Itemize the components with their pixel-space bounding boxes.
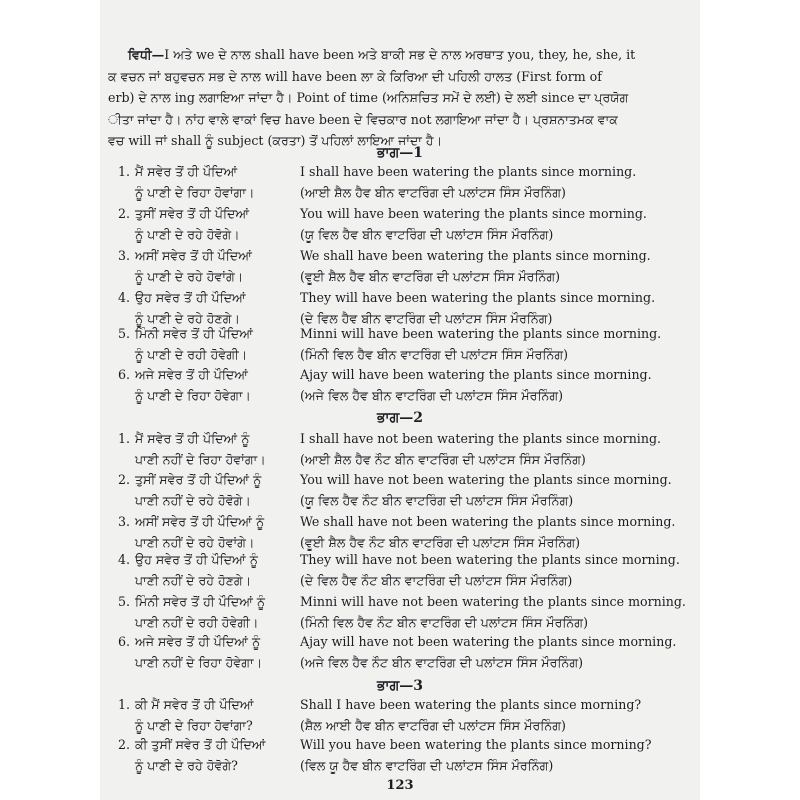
transliteration: (ਵੂਈ ਸ਼ੈਲ ਹੈਵ ਨੌਟ ਬੀਨ ਵਾਟਰਿੰਗ ਦੀ ਪਲਾਂਟਸ ਸਿੰਸ ਮੌਰਨਿੰਗ) xyxy=(300,535,580,550)
punjabi-line-1: ਉਹ ਸਵੇਰ ਤੋਂ ਹੀ ਪੌਦਿਆਂ ਨੂੰ xyxy=(135,552,258,567)
sentence-row xyxy=(100,248,700,290)
english-sentence: Ajay will have not been watering the plants since morning. xyxy=(300,634,677,649)
sentence-row xyxy=(100,206,700,248)
intro-line: ਵਿਧੀ—I ਅਤੇ we ਦੇ ਨਾਲ shall have been ਅਤੇ ਬਾਕੀ ਸਭ ਦੇ ਨਾਲ ਅਰਥਾਤ you, they, he, she, it xyxy=(128,47,636,62)
english-sentence: Minni will have not been watering the plants since morning. xyxy=(300,594,686,609)
sentence-row xyxy=(100,472,700,514)
item-number: 1. xyxy=(118,697,131,712)
sentence-row xyxy=(100,164,700,206)
punjabi-line-2: ਪਾਣੀ ਨਹੀਂ ਦੇ ਰਿਹਾ ਹੋਵੇਗਾ। xyxy=(135,655,263,670)
intro-paragraph xyxy=(108,44,694,152)
punjabi-line-1: ਅਸੀਂ ਸਵੇਰ ਤੋਂ ਹੀ ਪੌਦਿਆਂ xyxy=(135,248,252,263)
item-number: 1. xyxy=(118,164,131,179)
method-heading: ਵਿਧੀ— xyxy=(128,47,165,62)
item-number: 2. xyxy=(118,206,131,221)
section-title-1: ਭਾਗ—1 xyxy=(376,145,424,161)
sentence-row xyxy=(100,737,700,779)
transliteration: (ਯੂ ਵਿਲ ਹੈਵ ਨੌਟ ਬੀਨ ਵਾਟਰਿੰਗ ਦੀ ਪਲਾਂਟਸ ਸਿੰਸ ਮੌਰਨਿੰਗ) xyxy=(300,493,574,508)
punjabi-line-2: ਨੂੰ ਪਾਣੀ ਦੇ ਰਿਹਾ ਹੋਵਾਂਗਾ। xyxy=(135,185,255,200)
english-sentence: You will have been watering the plants since morning. xyxy=(300,206,647,221)
transliteration: (ਆਈ ਸ਼ੈਲ ਹੈਵ ਬੀਨ ਵਾਟਰਿੰਗ ਦੀ ਪਲਾਂਟਸ ਸਿੰਸ ਮੌਰਨਿੰਗ) xyxy=(300,185,566,200)
punjabi-line-1: ਅਜੇ ਸਵੇਰ ਤੋਂ ਹੀ ਪੌਦਿਆਂ ਨੂੰ xyxy=(135,634,261,649)
item-number: 3. xyxy=(118,514,131,529)
item-number: 1. xyxy=(118,431,131,446)
punjabi-line-1: ਕੀ ਮੈਂ ਸਵੇਰ ਤੋਂ ਹੀ ਪੌਦਿਆਂ xyxy=(135,697,254,712)
book-page xyxy=(100,0,700,800)
sentence-row xyxy=(100,697,700,739)
transliteration: (ਆਈ ਸ਼ੈਲ ਹੈਵ ਨੌਟ ਬੀਨ ਵਾਟਰਿੰਗ ਦੀ ਪਲਾਂਟਸ ਸਿੰਸ ਮੌਰਨਿੰਗ) xyxy=(300,452,586,467)
punjabi-line-1: ਮੈਂ ਸਵੇਰ ਤੋਂ ਹੀ ਪੌਦਿਆਂ ਨੂੰ xyxy=(135,431,250,446)
punjabi-line-2: ਨੂੰ ਪਾਣੀ ਦੇ ਰਹੇ ਹੋਵਾਂਗੇ। xyxy=(135,269,244,284)
punjabi-line-1: ਅਜੇ ਸਵੇਰ ਤੋਂ ਹੀ ਪੌਦਿਆਂ xyxy=(135,367,248,382)
punjabi-line-1: ਤੁਸੀਂ ਸਵੇਰ ਤੋਂ ਹੀ ਪੌਦਿਆਂ ਨੂੰ xyxy=(135,472,262,487)
punjabi-line-2: ਪਾਣੀ ਨਹੀਂ ਦੇ ਰਹੇ ਹੋਣਗੇ। xyxy=(135,573,252,588)
english-sentence: They will have not been watering the plants since morning. xyxy=(300,552,680,567)
english-sentence: Minni will have been watering the plants since morning. xyxy=(300,326,662,341)
transliteration: (ਅਜੇ ਵਿਲ ਹੈਵ ਬੀਨ ਵਾਟਰਿੰਗ ਦੀ ਪਲਾਂਟਸ ਸਿੰਸ ਮੌਰਨਿੰਗ) xyxy=(300,388,564,403)
section-title-3: ਭਾਗ—3 xyxy=(376,678,424,694)
punjabi-line-2: ਪਾਣੀ ਨਹੀਂ ਦੇ ਰਹੀ ਹੋਵੇਗੀ। xyxy=(135,615,259,630)
transliteration: (ਮਿੰਨੀ ਵਿਲ ਹੈਵ ਬੀਨ ਵਾਟਰਿੰਗ ਦੀ ਪਲਾਂਟਸ ਸਿੰਸ ਮੌਰਨਿੰਗ) xyxy=(300,347,569,362)
item-number: 5. xyxy=(118,326,131,341)
punjabi-line-1: ਮਿੰਨੀ ਸਵੇਰ ਤੋਂ ਹੀ ਪੌਦਿਆਂ xyxy=(135,326,253,341)
punjabi-line-1: ਤੁਸੀਂ ਸਵੇਰ ਤੋਂ ਹੀ ਪੌਦਿਆਂ xyxy=(135,206,250,221)
punjabi-line-1: ਮਿੰਨੀ ਸਵੇਰ ਤੋਂ ਹੀ ਪੌਦਿਆਂ ਨੂੰ xyxy=(135,594,266,609)
section-title-2: ਭਾਗ—2 xyxy=(376,410,424,426)
sentence-row xyxy=(100,552,700,594)
punjabi-line-2: ਪਾਣੀ ਨਹੀਂ ਦੇ ਰਹੇ ਹੋਵੋਗੇ। xyxy=(135,493,251,508)
intro-line: ਕ ਵਚਨ ਜਾਂ ਬਹੁਵਚਨ ਸਭ ਦੇ ਨਾਲ will have been ਲਾ ਕੇ ਕਿਰਿਆ ਦੀ ਪਹਿਲੀ ਹਾਲਤ (First form of xyxy=(108,68,602,84)
punjabi-line-2: ਪਾਣੀ ਨਹੀਂ ਦੇ ਰਿਹਾ ਹੋਵਾਂਗਾ। xyxy=(135,452,266,467)
item-number: 3. xyxy=(118,248,131,263)
punjabi-line-2: ਨੂੰ ਪਾਣੀ ਦੇ ਰਹੇ ਹੋਵੋਗੇ। xyxy=(135,227,240,242)
english-sentence: Ajay will have been watering the plants since morning. xyxy=(300,367,652,382)
punjabi-line-1: ਕੀ ਤੁਸੀਂ ਸਵੇਰ ਤੋਂ ਹੀ ਪੌਦਿਆਂ xyxy=(135,737,266,752)
item-number: 6. xyxy=(118,634,131,649)
transliteration: (ਮਿੰਨੀ ਵਿਲ ਹੈਵ ਨੌਟ ਬੀਨ ਵਾਟਰਿੰਗ ਦੀ ਪਲਾਂਟਸ ਸਿੰਸ ਮੌਰਨਿੰਗ) xyxy=(300,615,588,630)
transliteration: (ਵਿਲ ਯੂ ਹੈਵ ਬੀਨ ਵਾਟਰਿੰਗ ਦੀ ਪਲਾਂਟਸ ਸਿੰਸ ਮੌਰਨਿੰਗ) xyxy=(300,758,554,773)
sentence-row xyxy=(100,514,700,556)
item-number: 2. xyxy=(118,737,131,752)
punjabi-line-2: ਨੂੰ ਪਾਣੀ ਦੇ ਰਿਹਾ ਹੋਵੇਗਾ। xyxy=(135,388,251,403)
punjabi-line-1: ਅਸੀਂ ਸਵੇਰ ਤੋਂ ਹੀ ਪੌਦਿਆਂ ਨੂੰ xyxy=(135,514,265,529)
intro-line: erb) ਦੇ ਨਾਲ ing ਲਗਾਇਆ ਜਾਂਦਾ ਹੈ। Point of time (ਅਨਿਸ਼ਚਿਤ ਸਮੇਂ ਦੇ ਲਈ) ਦੇ ਲਈ since ਦਾ ਪ੍ਰਯੋਗ xyxy=(108,90,629,105)
intro-line: ੀਤਾ ਜਾਂਦਾ ਹੈ। ਨਾਂਹ ਵਾਲੇ ਵਾਕਾਂ ਵਿਚ have been ਦੇ ਵਿਚਕਾਰ not ਲਗਾਇਆ ਜਾਂਦਾ ਹੈ। ਪ੍ਰਸ਼ਨਾਤਮਕ ਵਾਕ xyxy=(108,111,618,127)
punjabi-line-1: ਉਹ ਸਵੇਰ ਤੋਂ ਹੀ ਪੌਦਿਆਂ xyxy=(135,290,246,305)
sentence-row xyxy=(100,326,700,368)
english-sentence: Will you have been watering the plants since morning? xyxy=(300,737,652,752)
english-sentence: They will have been watering the plants since morning. xyxy=(300,290,656,305)
transliteration: (ਯੂ ਵਿਲ ਹੈਵ ਬੀਨ ਵਾਟਰਿੰਗ ਦੀ ਪਲਾਂਟਸ ਸਿੰਸ ਮੌਰਨਿੰਗ) xyxy=(300,227,554,242)
punjabi-line-2: ਨੂੰ ਪਾਣੀ ਦੇ ਰਹੀ ਹੋਵੇਗੀ। xyxy=(135,347,248,362)
transliteration: (ਦੇ ਵਿਲ ਹੈਵ ਨੌਟ ਬੀਨ ਵਾਟਰਿੰਗ ਦੀ ਪਲਾਂਟਸ ਸਿੰਸ ਮੌਰਨਿੰਗ) xyxy=(300,573,573,588)
item-number: 5. xyxy=(118,594,131,609)
sentence-row xyxy=(100,431,700,473)
transliteration: (ਅਜੇ ਵਿਲ ਹੈਵ ਨੌਟ ਬੀਨ ਵਾਟਰਿੰਗ ਦੀ ਪਲਾਂਟਸ ਸਿੰਸ ਮੌਰਨਿੰਗ) xyxy=(300,655,584,670)
item-number: 6. xyxy=(118,367,131,382)
english-sentence: Shall I have been watering the plants since morning? xyxy=(300,697,642,712)
sentence-row xyxy=(100,367,700,409)
punjabi-line-2: ਨੂੰ ਪਾਣੀ ਦੇ ਰਿਹਾ ਹੋਵਾਂਗਾ? xyxy=(135,718,253,733)
transliteration: (ਸ਼ੈਲ ਆਈ ਹੈਵ ਬੀਨ ਵਾਟਰਿੰਗ ਦੀ ਪਲਾਂਟਸ ਸਿੰਸ ਮੌਰਨਿੰਗ) xyxy=(300,718,566,733)
transliteration: (ਦੇ ਵਿਲ ਹੈਵ ਬੀਨ ਵਾਟਰਿੰਗ ਦੀ ਪਲਾਂਟਸ ਸਿੰਸ ਮੌਰਨਿੰਗ) xyxy=(300,311,553,326)
english-sentence: You will have not been watering the plants since morning. xyxy=(300,472,672,487)
punjabi-line-2: ਪਾਣੀ ਨਹੀਂ ਦੇ ਰਹੇ ਹੋਵਾਂਗੇ। xyxy=(135,535,255,550)
intro-line: ਵਚ will ਜਾਂ shall ਨੂੰ subject (ਕਰਤਾ) ਤੋਂ ਪਹਿਲਾਂ ਲਾਇਆ ਜਾਂਦਾ ਹੈ। xyxy=(108,133,443,148)
punjabi-line-2: ਨੂੰ ਪਾਣੀ ਦੇ ਰਹੇ ਹੋਣਗੇ। xyxy=(135,311,240,326)
punjabi-line-2: ਨੂੰ ਪਾਣੀ ਦੇ ਰਹੇ ਹੋਵੋਗੇ? xyxy=(135,758,238,773)
english-sentence: I shall have been watering the plants since morning. xyxy=(300,164,637,179)
english-sentence: I shall have not been watering the plants since morning. xyxy=(300,431,662,446)
punjabi-line-1: ਮੈਂ ਸਵੇਰ ਤੋਂ ਹੀ ਪੌਦਿਆਂ xyxy=(135,164,238,179)
page-number: 123 xyxy=(386,778,414,793)
item-number: 4. xyxy=(118,290,131,305)
item-number: 4. xyxy=(118,552,131,567)
item-number: 2. xyxy=(118,472,131,487)
sentence-row xyxy=(100,634,700,676)
english-sentence: We shall have not been watering the plants since morning. xyxy=(300,514,676,529)
sentence-row xyxy=(100,594,700,636)
transliteration: (ਵੂਈ ਸ਼ੈਲ ਹੈਵ ਬੀਨ ਵਾਟਰਿੰਗ ਦੀ ਪਲਾਂਟਸ ਸਿੰਸ ਮੌਰਨਿੰਗ) xyxy=(300,269,561,284)
english-sentence: We shall have been watering the plants since morning. xyxy=(300,248,651,263)
